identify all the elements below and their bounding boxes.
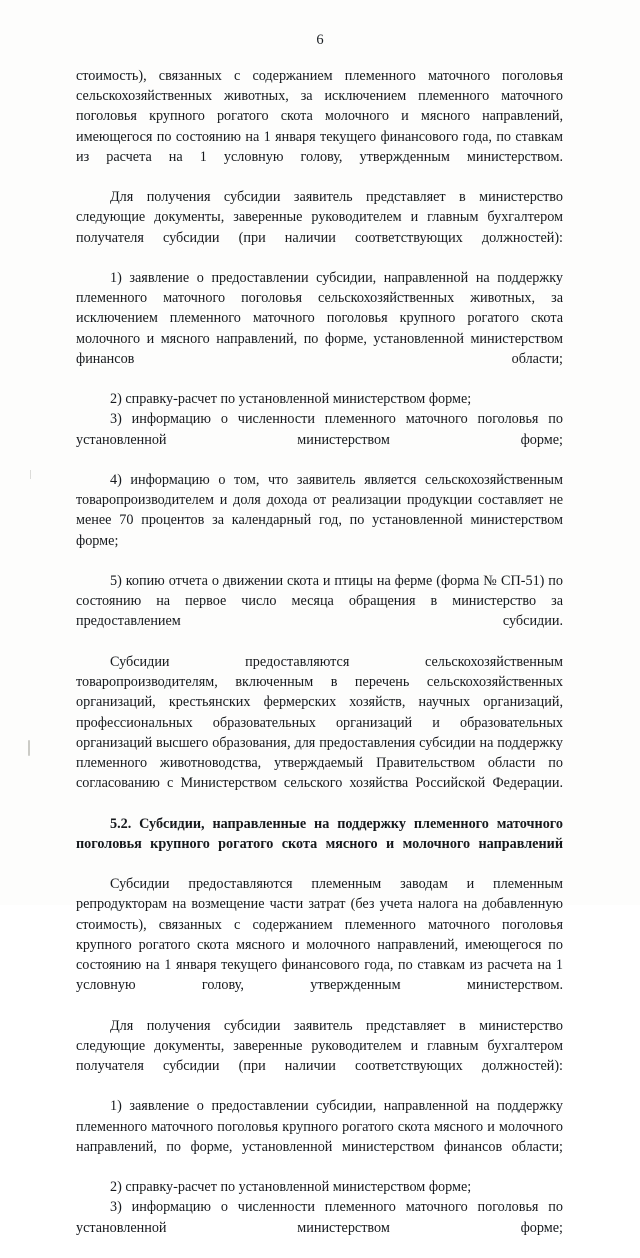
paragraph: Субсидии предоставляются племенным заводам и племенным репродукторам на возмещение части затрат (без учета налога на добавленную стоимость), связанных с содержанием племенного маточного поголовья крупного рогатого скота мясного и молочного направлений, имеющегося по состоянию на 1 января текущего финансового года, по ставкам из расчета на 1 условную голову, утвержденным министерством. bbox=[76, 876, 563, 994]
document-body bbox=[76, 66, 563, 1258]
paragraph: Для получения субсидии заявитель представляет в министерство следующие документы, заверенные руководителем и главным бухгалтером получателя субсидии (при наличии соответствующих должностей): bbox=[76, 1017, 563, 1074]
paragraph: 3) информацию о численности племенного маточного поголовья по установленной министерством форме; bbox=[76, 411, 563, 448]
paragraph: 3) информацию о численности племенного маточного поголовья по установленной министерством форме; bbox=[76, 1199, 563, 1236]
paragraph: 1) заявление о предоставлении субсидии, направленной на поддержку племенного маточного поголовья сельскохозяйственных животных, за исключением племенного маточного поголовья крупного рогатого скота молочного и мясного направлений, по форме, установленной министерством финансов области; bbox=[76, 270, 563, 367]
margin-mark bbox=[28, 740, 30, 756]
paragraph: 2) справку-расчет по установленной министерством форме; bbox=[110, 391, 472, 408]
section-heading: 5.2. Субсидии, направленные на поддержку племенного маточного поголовья крупного рогатого скота мясного и молочного направлений bbox=[76, 815, 563, 852]
paragraph: 1) заявление о предоставлении субсидии, направленной на поддержку племенного маточного поголовья крупного рогатого скота мясного и молочного направлений, по форме, установленной министерством финансов области; bbox=[76, 1098, 563, 1155]
paragraph: 2) справку-расчет по установленной министерством форме; bbox=[110, 1179, 472, 1196]
paragraph: 5) копию отчета о движении скота и птицы на ферме (форма № СП-51) по состоянию на первое число месяца обращения в министерство за предоставлением субсидии. bbox=[76, 573, 563, 630]
paragraph: Для получения субсидии заявитель представляет в министерство следующие документы, заверенные руководителем и главным бухгалтером получателя субсидии (при наличии соответствующих должностей): bbox=[76, 189, 563, 246]
paragraph: 4) информацию о том, что заявитель является сельскохозяйственным товаропроизводителем и доля дохода от реализации продукции составляет не менее 70 процентов за календарный год, по установленной министерством форме; bbox=[76, 472, 563, 549]
page-number: 6 bbox=[316, 32, 324, 48]
paragraph: Субсидии предоставляются сельскохозяйственным товаропроизводителям, включенным в перечень сельскохозяйственных организаций, крестьянских фермерских хозяйств, научных организаций, профессиональных образовательных организаций и образовательных организаций высшего образования, для предоставления субсидии на поддержку племенного животноводства, утверждаемый Правительством области по согласованию с Министерством сельского хозяйства Российской Федерации. bbox=[76, 653, 563, 792]
margin-mark-secondary bbox=[30, 470, 31, 479]
paragraph: стоимость), связанных с содержанием племенного маточного поголовья сельскохозяйственных животных, за исключением племенного маточного поголовья крупного рогатого скота молочного и мясного направлений, имеющегося по состоянию на 1 января текущего финансового года, по ставкам из расчета на 1 условную голову, утвержденным министерством. bbox=[76, 68, 563, 165]
